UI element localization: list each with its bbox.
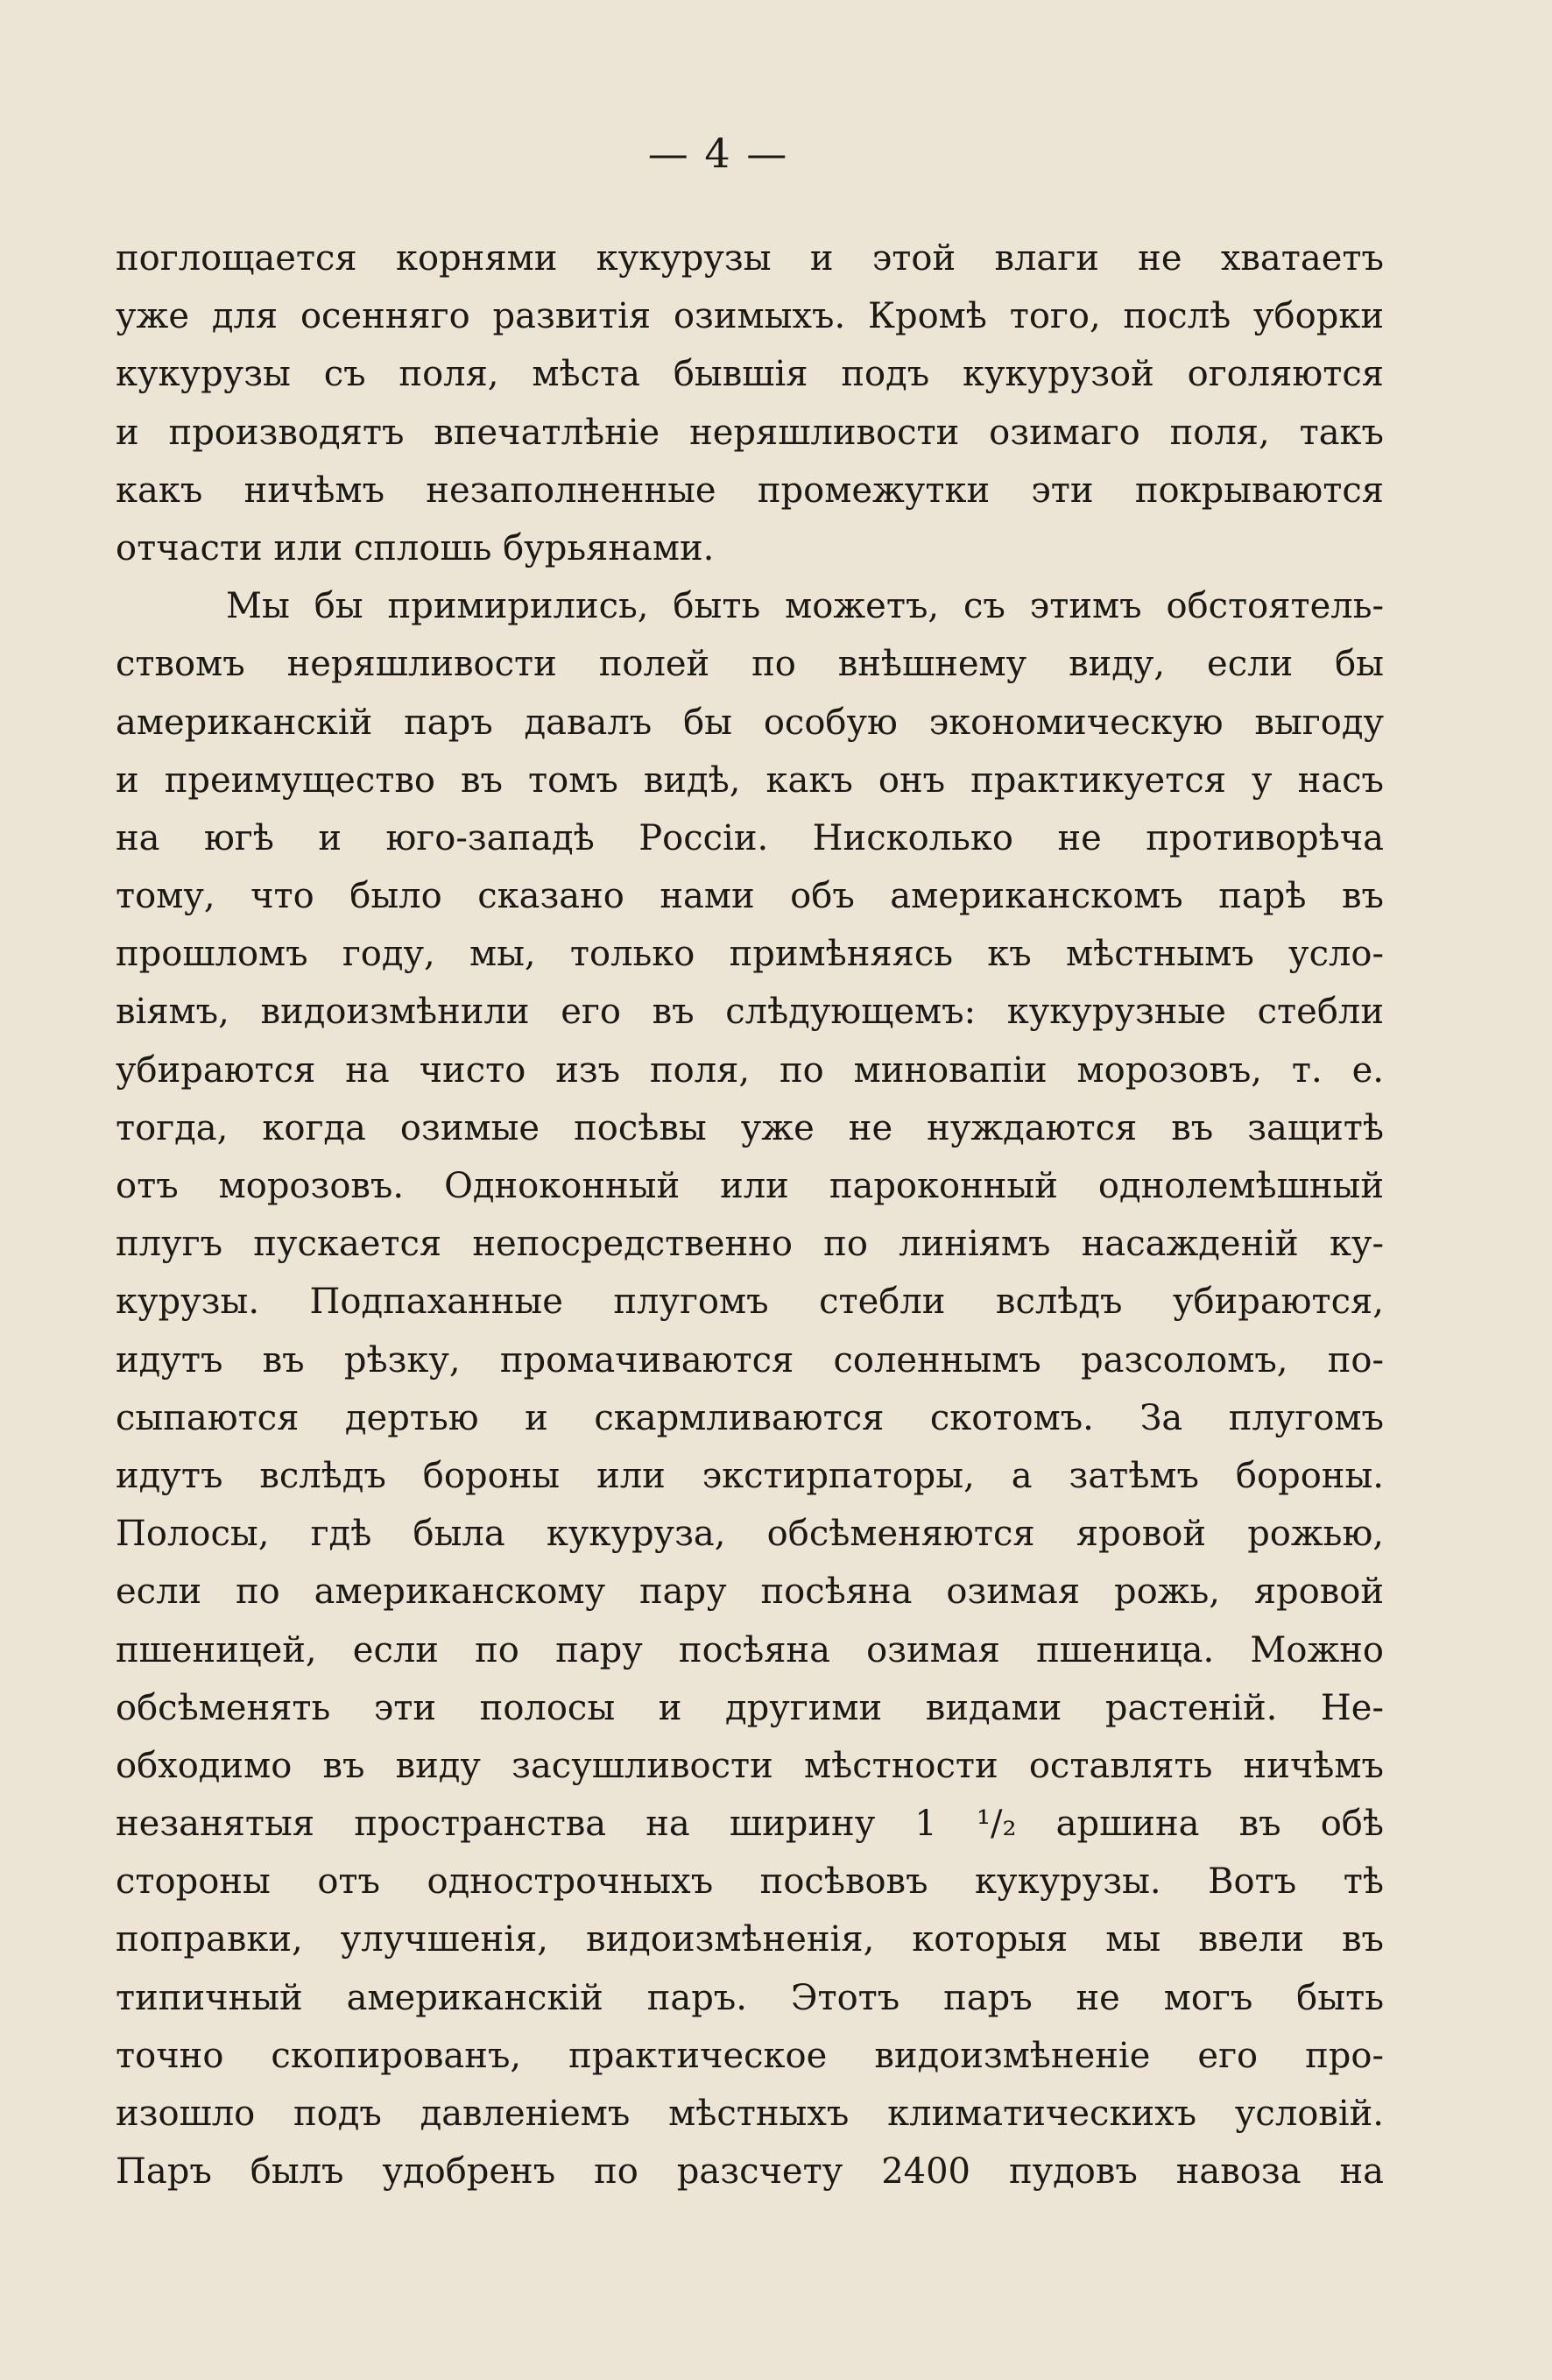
text-line: изошло подъ давленіемъ мѣстныхъ климатическихъ условій.	[116, 2094, 1384, 2134]
text-line: убираются на чисто изъ поля, по миновапіи морозовъ, т. е.	[116, 1049, 1384, 1091]
text-line: поглощается корнями кукурузы и этой влаги не хватаетъ	[116, 238, 1384, 279]
text-line: Мы бы примирились, быть можетъ, съ этимъ обстоятель-	[226, 586, 1384, 627]
text-line: если по американскому пару посѣяна озимая рожь, яровой	[116, 1571, 1384, 1613]
text-line: американскій паръ давалъ бы особую экономическую выгоду	[116, 702, 1384, 743]
text-line: какъ ничѣмъ незаполненные промежутки эти покрываются	[116, 470, 1384, 511]
text-line: незанятыя пространства на ширину 1 ¹/₂ аршина въ обѣ	[116, 1804, 1384, 1845]
text-line: отъ морозовъ. Одноконный или пароконный однолемѣшный	[116, 1166, 1384, 1206]
text-line: плугъ пускается непосредственно по линіямъ насажденій ку-	[116, 1224, 1384, 1265]
text-line: кукурузы съ поля, мѣста бывшія подъ кукурузой оголяются	[116, 354, 1384, 395]
text-line: поправки, улучшенія, видоизмѣненія, которыя мы ввели въ	[116, 1919, 1384, 1960]
text-line: идутъ въ рѣзку, промачиваются соленнымъ разсоломъ, по-	[116, 1339, 1384, 1381]
text-line: и преимущество въ томъ видѣ, какъ онъ практикуется у насъ	[116, 759, 1384, 801]
text-line: тому, что было сказано нами объ американскомъ парѣ въ	[116, 876, 1384, 917]
text-line: обходимо въ виду засушливости мѣстности оставлять ничѣмъ	[116, 1745, 1384, 1786]
text-line: отчасти или сплошь бурьянами.	[116, 527, 715, 569]
text-line: уже для осенняго развитія озимыхъ. Кромѣ того, послѣ уборки	[116, 296, 1384, 337]
text-line: точно скопированъ, практическое видоизмѣненіе его про-	[116, 2035, 1384, 2076]
text-line: тогда, когда озимые посѣвы уже не нуждаются въ защитѣ	[116, 1107, 1384, 1148]
text-line: ствомъ неряшливости полей по внѣшнему виду, если бы	[116, 644, 1384, 685]
text-line: на югѣ и юго-западѣ Россіи. Нисколько не противорѣча	[116, 817, 1384, 858]
text-line: віямъ, видоизмѣнили его въ слѣдующемъ: кукурузные стебли	[116, 992, 1384, 1033]
body-text	[116, 230, 1384, 2200]
text-line: пшеницей, если по пару посѣяна озимая пшеница. Можно	[116, 1629, 1384, 1670]
text-line: Полосы, гдѣ была кукуруза, обсѣменяются яровой рожью,	[116, 1514, 1384, 1555]
text-line: и производятъ впечатлѣніе неряшливости озимаго поля, такъ	[116, 412, 1384, 453]
text-line: стороны отъ однострочныхъ посѣвовъ кукурузы. Вотъ тѣ	[116, 1861, 1384, 1903]
text-line: обсѣменять эти полосы и другими видами растеній. Не-	[116, 1687, 1384, 1728]
page-number: — 4 —	[647, 130, 789, 177]
text-line: Паръ былъ удобренъ по разсчету 2400 пудовъ навоза на	[116, 2151, 1384, 2193]
text-line: курузы. Подпаханные плугомъ стебли вслѣдъ убираются,	[116, 1282, 1384, 1323]
text-line: типичный американскій паръ. Этотъ паръ не могъ быть	[116, 1977, 1384, 2018]
text-line: прошломъ году, мы, только примѣняясь къ мѣстнымъ усло-	[116, 934, 1384, 975]
text-line: сыпаются дертью и скармливаются скотомъ. За плугомъ	[116, 1397, 1384, 1438]
text-line: идутъ вслѣдъ бороны или экстирпаторы, а затѣмъ бороны.	[116, 1455, 1384, 1496]
